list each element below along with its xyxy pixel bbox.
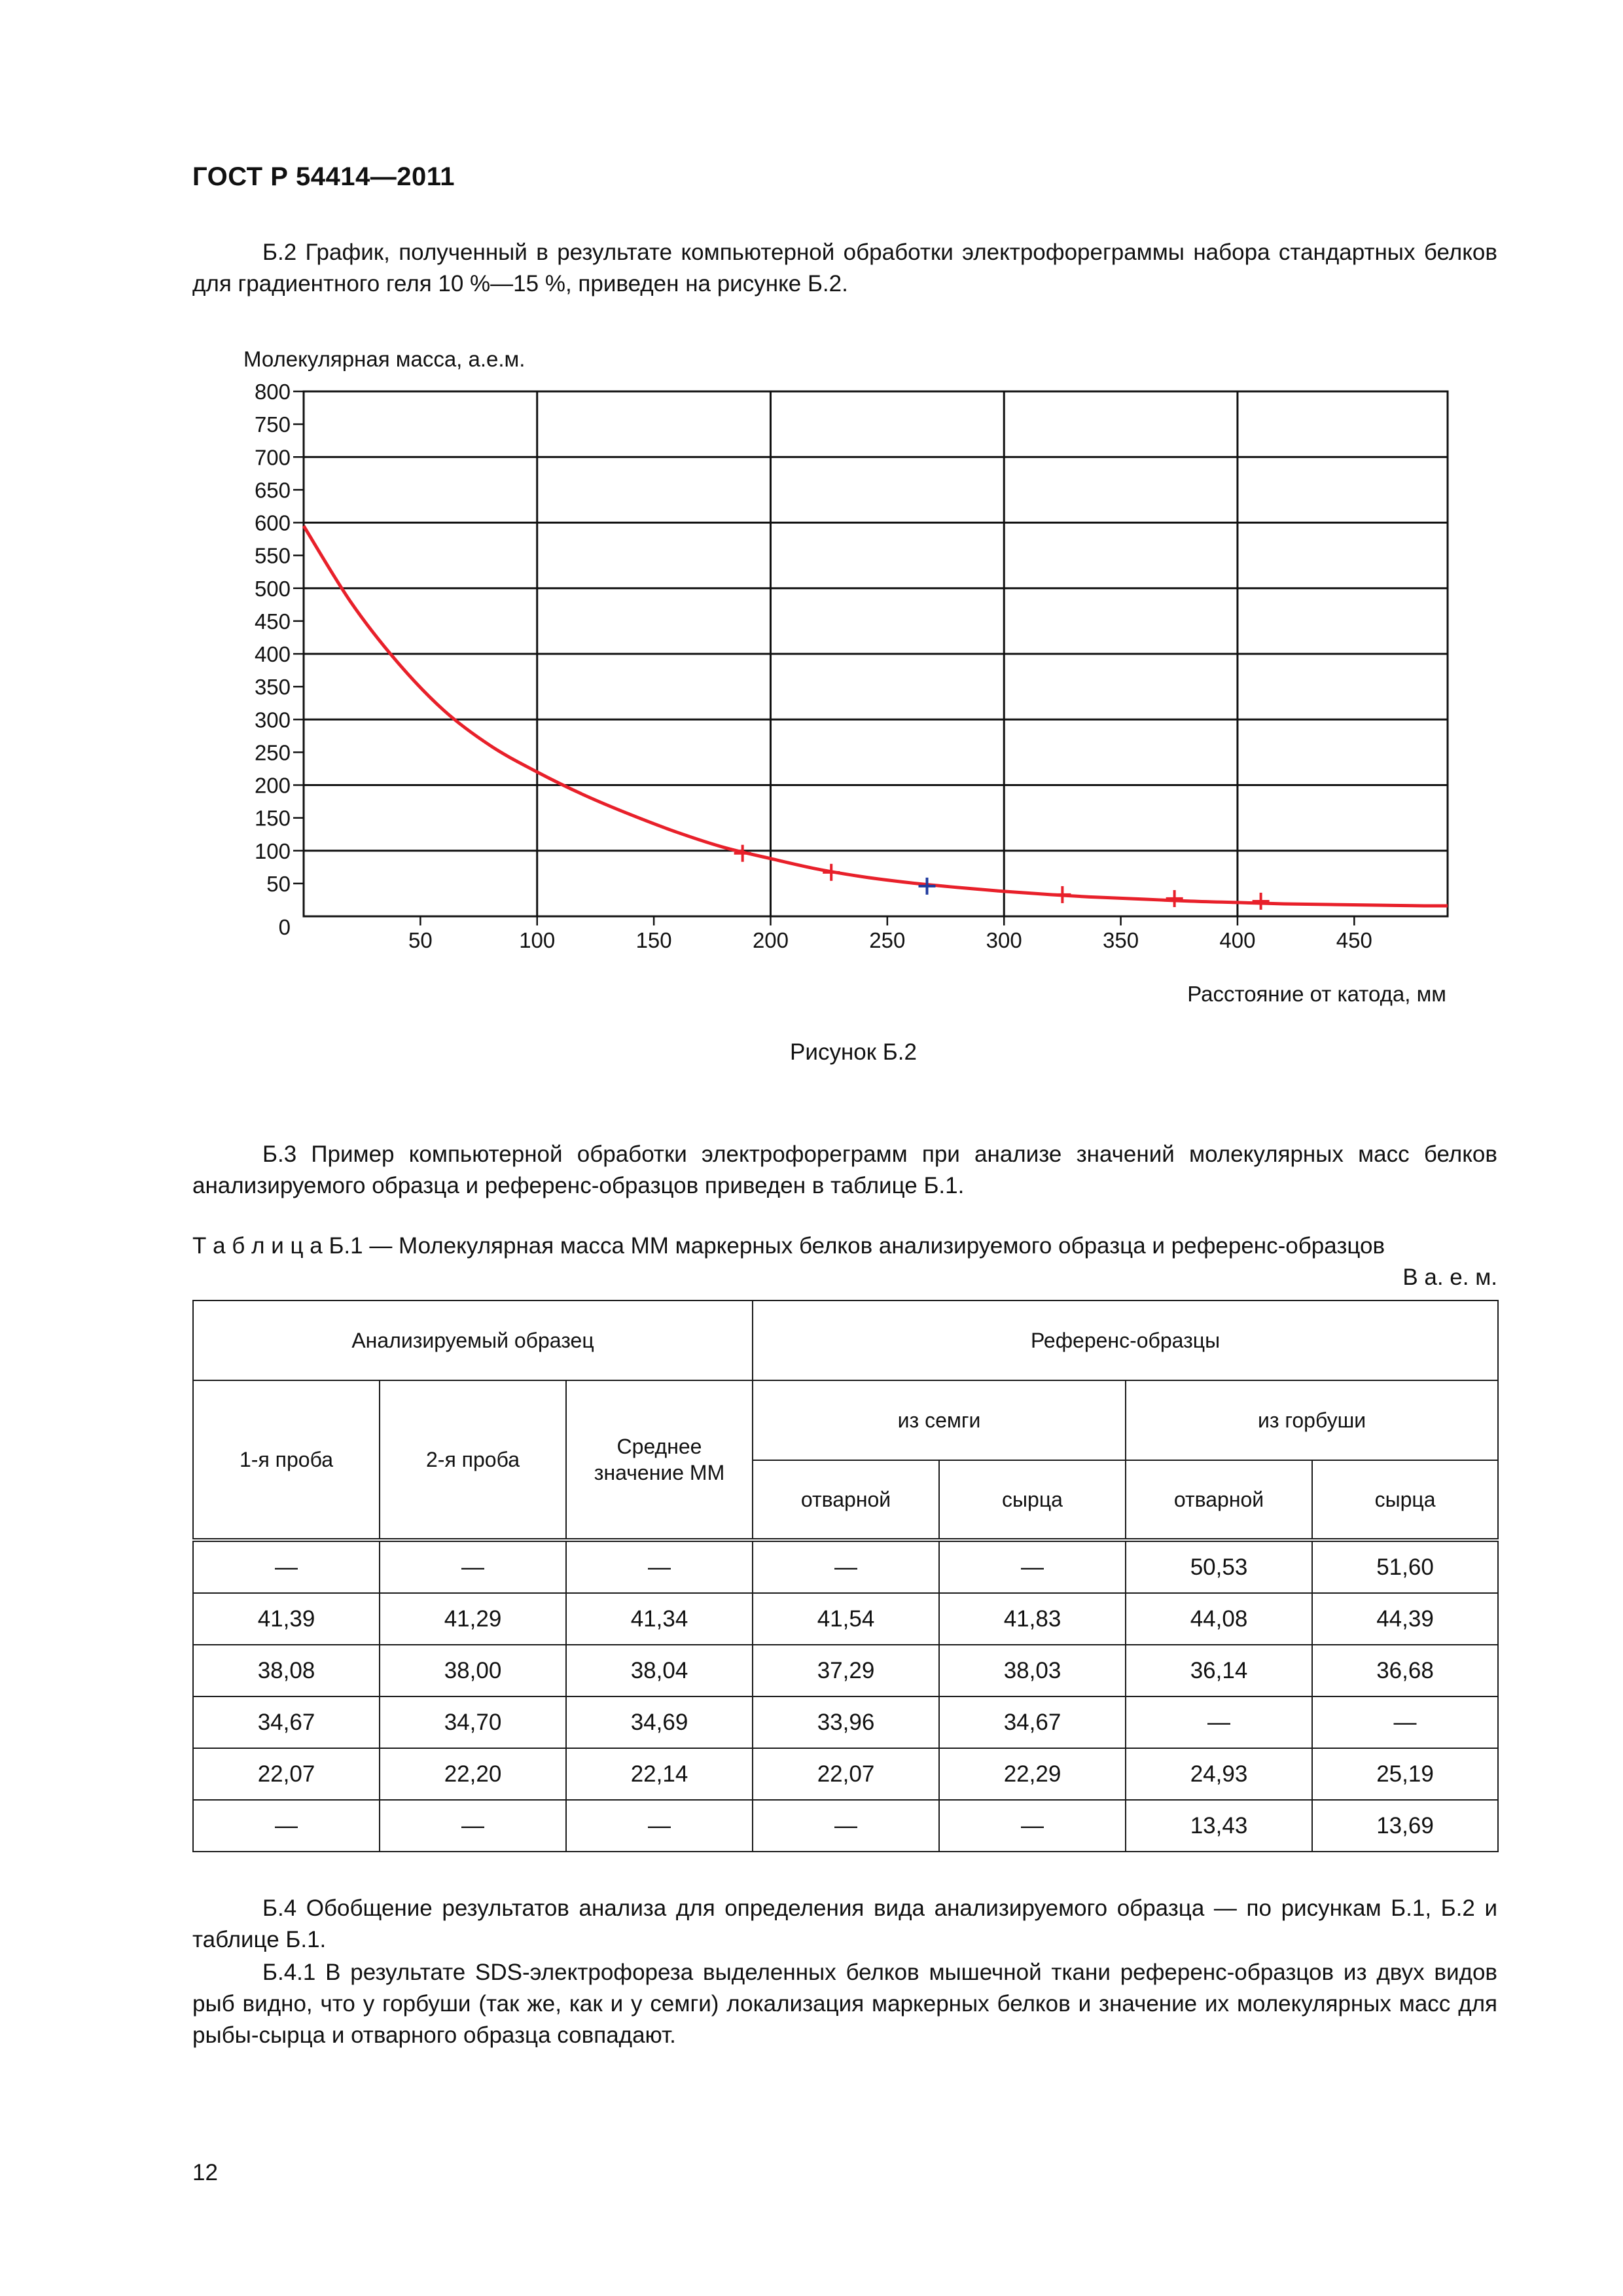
table-cell: 22,20 — [380, 1748, 566, 1800]
y-tick-label: 50 — [266, 871, 291, 896]
data-point-marker — [1253, 893, 1270, 910]
page-number: 12 — [192, 2160, 218, 2185]
y-tick-label: 500 — [254, 576, 291, 601]
table-cell: — — [1312, 1696, 1498, 1748]
y-tick-label: 100 — [254, 838, 291, 863]
y-tick-label: 750 — [254, 412, 291, 437]
table-cell: 41,34 — [566, 1593, 753, 1645]
table-cell: 44,08 — [1126, 1593, 1312, 1645]
table-cell: — — [753, 1540, 939, 1593]
header-mean-mm — [566, 1380, 753, 1540]
table-cell: 13,43 — [1126, 1800, 1312, 1852]
data-point-marker — [1054, 886, 1071, 903]
table-cell: 41,83 — [939, 1593, 1126, 1645]
x-tick-label: 50 — [408, 928, 433, 952]
table-cell: 41,29 — [380, 1593, 566, 1645]
molecular-mass-table — [192, 1300, 1499, 1852]
header-reference-samples: Референс-образцы — [753, 1300, 1498, 1380]
table-cell: — — [193, 1540, 380, 1593]
table-cell: 34,67 — [939, 1696, 1126, 1748]
y-tick-label: 550 — [254, 543, 291, 568]
header-salmon-boiled: отварной — [753, 1460, 939, 1540]
table-cell: 22,29 — [939, 1748, 1126, 1800]
series-line — [304, 526, 1448, 906]
table-row — [193, 1540, 1498, 1593]
table-cell: — — [939, 1800, 1126, 1852]
header-salmon: из семги — [753, 1380, 1126, 1460]
table-row — [193, 1645, 1498, 1696]
paragraph-b4: Б.4 Обобщение результатов анализа для определения вида анализируемого образца — по рисункам Б.1, Б.2 и таблице Б.1. — [192, 1895, 1497, 1952]
figure-b2 — [192, 340, 1527, 1060]
data-point-marker — [823, 864, 840, 881]
series-layer — [304, 526, 1448, 906]
table-cell: — — [1126, 1696, 1312, 1748]
y-tick-label: 350 — [254, 675, 291, 700]
table-cell: — — [753, 1800, 939, 1852]
y-tick-label: 800 — [254, 380, 291, 404]
x-tick-label: 200 — [752, 928, 789, 952]
chart — [192, 340, 1527, 1060]
table-cell: — — [566, 1800, 753, 1852]
y-tick-label: 700 — [254, 445, 291, 470]
y-tick-label: 400 — [254, 642, 291, 666]
table-body — [193, 1540, 1498, 1852]
table-cell: 38,08 — [193, 1645, 380, 1696]
y-tick-label: 650 — [254, 478, 291, 503]
y-axis-label: Молекулярная масса, а.е.м. — [243, 347, 526, 371]
table-row — [193, 1593, 1498, 1645]
header-probe-2: 2-я проба — [380, 1380, 566, 1540]
table-cell: 38,00 — [380, 1645, 566, 1696]
data-point-marker — [1166, 890, 1183, 907]
table-row — [193, 1748, 1498, 1800]
table-cell: 44,39 — [1312, 1593, 1498, 1645]
x-tick-label: 150 — [635, 928, 672, 952]
table-cell: 22,07 — [193, 1748, 380, 1800]
x-tick-label: 350 — [1103, 928, 1139, 952]
paragraph-b2: Б.2 График, полученный в результате компьютерной обработки электрофореграммы набора стандартных белков для градиентного геля 10 %—15 %, приведен на рисунке Б.2. — [192, 240, 1497, 296]
grid-layer — [304, 391, 1448, 916]
table-cell: 22,14 — [566, 1748, 753, 1800]
header-probe-1: 1-я проба — [193, 1380, 380, 1540]
tick-layer — [255, 380, 1372, 952]
y-tick-label: 150 — [254, 806, 291, 831]
y-tick-label: 200 — [254, 773, 291, 798]
table-cell: — — [380, 1540, 566, 1593]
header-mean-line1: Среднее — [616, 1435, 702, 1458]
y-tick-label: 300 — [254, 708, 291, 732]
x-tick-label: 250 — [869, 928, 906, 952]
x-axis-label: Расстояние от катода, мм — [1187, 982, 1446, 1006]
data-point-marker — [734, 845, 751, 862]
table-title: Т а б л и ц а Б.1 — Молекулярная масса ММ маркерных белков анализируемого образца и референс-образцов — [192, 1233, 1385, 1259]
table-cell: 41,54 — [753, 1593, 939, 1645]
data-point-marker — [918, 878, 935, 895]
table-row — [193, 1800, 1498, 1852]
table-cell: 51,60 — [1312, 1540, 1498, 1593]
x-tick-label: 300 — [986, 928, 1022, 952]
y-tick-label: 600 — [254, 511, 291, 535]
table-cell: 36,14 — [1126, 1645, 1312, 1696]
header-pink-salmon-raw: сырца — [1312, 1460, 1498, 1540]
table-cell: 38,04 — [566, 1645, 753, 1696]
table-row — [193, 1696, 1498, 1748]
table-cell: — — [566, 1540, 753, 1593]
header-pink-salmon: из горбуши — [1126, 1380, 1498, 1460]
y-tick-label: 0 — [278, 915, 291, 939]
figure-caption: Рисунок Б.2 — [790, 1039, 917, 1065]
x-tick-label: 100 — [519, 928, 556, 952]
y-tick-label: 450 — [254, 609, 291, 634]
table-cell: 41,39 — [193, 1593, 380, 1645]
table-cell: 38,03 — [939, 1645, 1126, 1696]
header-mean-line2: значение ММ — [594, 1461, 725, 1484]
table-cell: 34,67 — [193, 1696, 380, 1748]
header-salmon-raw: сырца — [939, 1460, 1126, 1540]
table-cell: 50,53 — [1126, 1540, 1312, 1593]
table-cell: — — [939, 1540, 1126, 1593]
table-cell: 37,29 — [753, 1645, 939, 1696]
table-cell: 36,68 — [1312, 1645, 1498, 1696]
header-pink-salmon-boiled: отварной — [1126, 1460, 1312, 1540]
table-cell: 34,70 — [380, 1696, 566, 1748]
table-cell: 34,69 — [566, 1696, 753, 1748]
x-tick-label: 450 — [1336, 928, 1372, 952]
table-units: В а. е. м. — [1402, 1265, 1497, 1290]
paragraph-b4-1: Б.4.1 В результате SDS-электрофореза выделенных белков мышечной ткани референс-образцов из двух видов рыб видно, что у горбуши (так же, как и у семги) локализация маркерных белков и значение их молекулярных масс для рыбы-сырца и отварного образца совпадают. — [192, 1960, 1497, 2048]
table-cell: 13,69 — [1312, 1800, 1498, 1852]
table-cell: — — [380, 1800, 566, 1852]
table-cell: — — [193, 1800, 380, 1852]
table-cell: 22,07 — [753, 1748, 939, 1800]
document-header: ГОСТ Р 54414—2011 — [192, 162, 455, 191]
table-cell: 25,19 — [1312, 1748, 1498, 1800]
table-cell: 24,93 — [1126, 1748, 1312, 1800]
header-analyzed-sample: Анализируемый образец — [193, 1300, 753, 1380]
table-cell: 33,96 — [753, 1696, 939, 1748]
y-tick-label: 250 — [254, 740, 291, 765]
x-tick-label: 400 — [1219, 928, 1256, 952]
paragraph-b3: Б.3 Пример компьютерной обработки электрофореграмм при анализе значений молекулярных масс белков анализируемого образца и референс-образцов приведен в таблице Б.1. — [192, 1141, 1497, 1198]
